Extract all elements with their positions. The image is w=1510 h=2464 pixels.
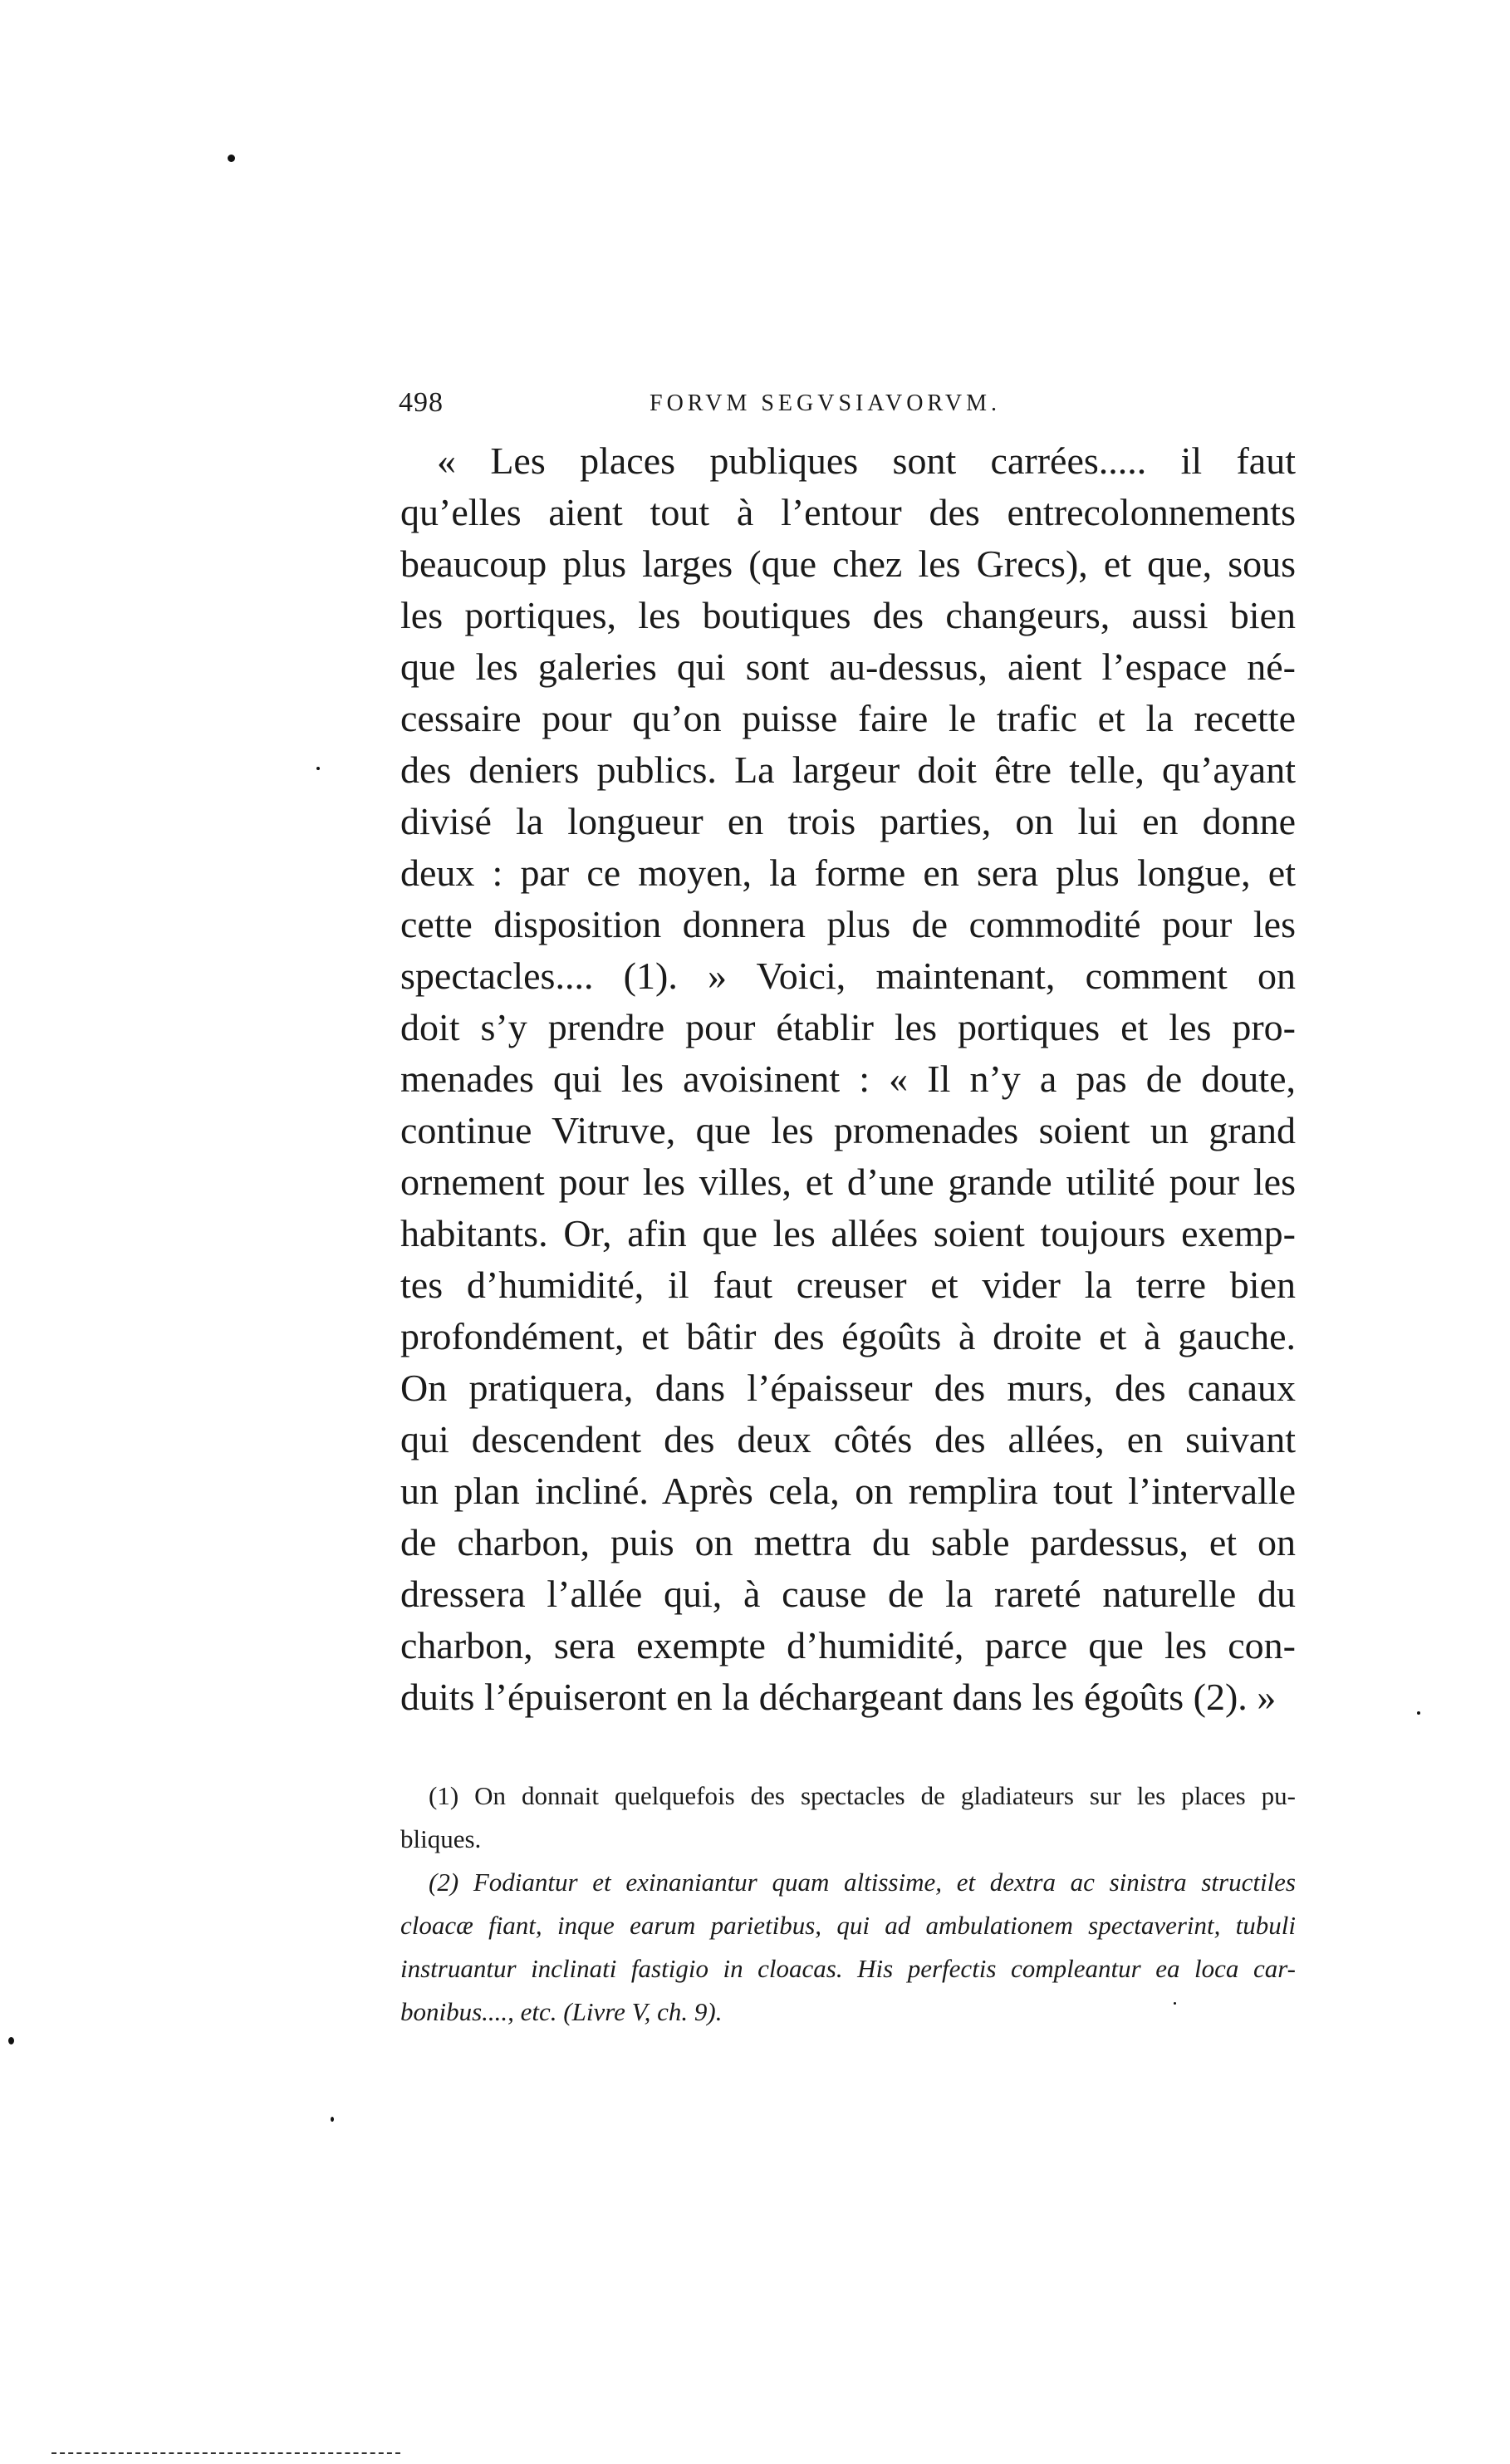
text-line: duits l’épuiseront en la déchargeant dans les égoûts (2). » (400, 1676, 1277, 1718)
text-line: deux : par ce moyen, la forme en sera plus longue, et (400, 852, 1296, 894)
ink-speck (1174, 2002, 1176, 2005)
ink-speck (8, 2037, 14, 2044)
text-line: menades qui les avoisinent : « Il n’y a pas de doute, (400, 1058, 1296, 1100)
main-text (400, 435, 1296, 1723)
text-line: spectacles.... (1). » Voici, maintenant, comment on (400, 955, 1296, 997)
text-line: tes d’humidité, il faut creuser et vider la terre bien (400, 1264, 1296, 1306)
ink-speck (316, 767, 320, 770)
text-line: que les galeries qui sont au-dessus, aient l’espace né- (400, 645, 1296, 688)
text-line: doit s’y prendre pour établir les portiques et les pro- (400, 1006, 1296, 1048)
ink-speck (331, 2117, 334, 2122)
text-line: cette disposition donnera plus de commodité pour les (400, 903, 1296, 945)
text-line: On pratiquera, dans l’épaisseur des murs, des canaux (400, 1367, 1296, 1409)
footnote-line: instruantur inclinati fastigio in cloacas. His perfectis compleantur ea loca car- (400, 1954, 1296, 1983)
ink-speck (228, 155, 235, 162)
footnote-line: bonibus...., etc. (Livre V, ch. 9). (400, 1997, 723, 2026)
footnote-line: bliques. (400, 1824, 482, 1853)
page-number: 498 (399, 387, 444, 418)
text-line: divisé la longueur en trois parties, on lui en donne (400, 800, 1296, 842)
footnote-1 (400, 1774, 1296, 1861)
text-line: continue Vitruve, que les promenades soient un grand (400, 1109, 1296, 1151)
text-line: qui descendent des deux côtés des allées, en suivant (400, 1418, 1296, 1460)
ink-speck (1417, 1711, 1420, 1715)
footnote-line: (2) Fodiantur et exinaniantur quam altissime, et dextra ac sinistra structiles (429, 1868, 1296, 1897)
scan-edge-mark (51, 2452, 400, 2457)
footnote-line: cloacæ fiant, inque earum parietibus, qui ad ambulationem spectaverint, tubuli (400, 1911, 1296, 1940)
text-line: beaucoup plus larges (que chez les Grecs), et que, sous (400, 542, 1296, 585)
text-line: cessaire pour qu’on puisse faire le trafic et la recette (400, 697, 1296, 739)
text-line: des deniers publics. La largeur doit être telle, qu’ayant (400, 749, 1296, 791)
page-header (399, 387, 1063, 429)
text-line: ornement pour les villes, et d’une grande utilité pour les (400, 1161, 1296, 1203)
text-line: de charbon, puis on mettra du sable pardessus, et on (400, 1521, 1296, 1563)
text-line: habitants. Or, afin que les allées soient toujours exemp- (400, 1212, 1296, 1254)
text-line: les portiques, les boutiques des changeurs, aussi bien (400, 594, 1296, 636)
running-title: FORVM SEGVSIAVORVM. (650, 390, 1001, 416)
text-line: charbon, sera exempte d’humidité, parce que les con- (400, 1624, 1296, 1666)
text-line: profondément, et bâtir des égoûts à droite et à gauche. (400, 1315, 1296, 1357)
text-line: « Les places publiques sont carrées..... il faut (437, 439, 1296, 482)
footnote-line: (1) On donnait quelquefois des spectacles de gladiateurs sur les places pu- (429, 1781, 1296, 1810)
text-line: dressera l’allée qui, à cause de la rareté naturelle du (400, 1573, 1296, 1615)
footnote-2 (400, 1861, 1296, 2034)
text-line: qu’elles aient tout à l’entour des entrecolonnements (400, 491, 1296, 533)
text-line: un plan incliné. Après cela, on remplira tout l’intervalle (400, 1470, 1296, 1512)
footnotes (400, 1774, 1296, 2034)
